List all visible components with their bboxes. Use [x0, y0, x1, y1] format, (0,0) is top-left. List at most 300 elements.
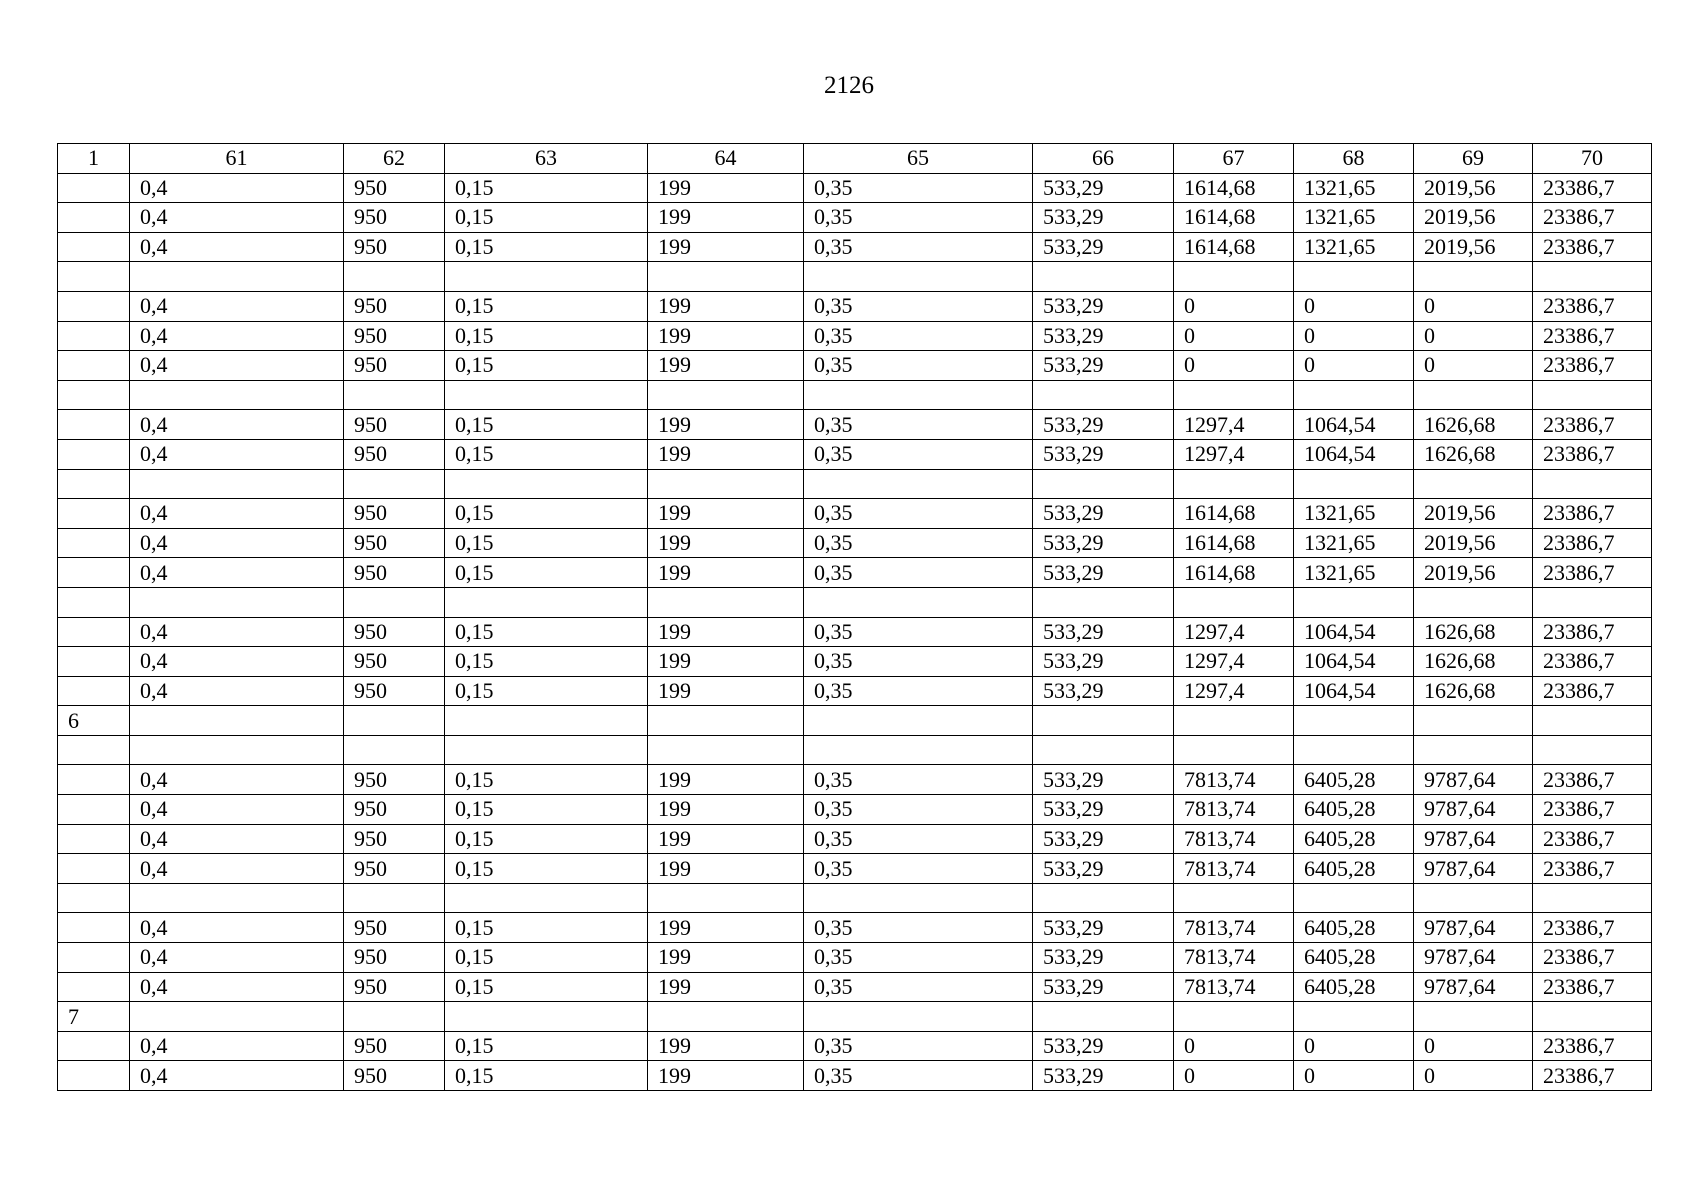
column-header: 69: [1414, 144, 1533, 174]
table-cell: 533,29: [1033, 854, 1174, 884]
table-cell: [1533, 587, 1652, 617]
table-cell: 199: [648, 824, 804, 854]
table-cell: [1033, 706, 1174, 736]
table-cell: 950: [344, 439, 445, 469]
table-cell: 23386,7: [1533, 647, 1652, 677]
table-cell: 23386,7: [1533, 528, 1652, 558]
table-cell: [1533, 1002, 1652, 1032]
table-cell: 0: [1414, 1031, 1533, 1061]
table-cell: 0,15: [445, 1031, 648, 1061]
table-cell: 1614,68: [1174, 558, 1294, 588]
table-cell: 0,4: [130, 410, 344, 440]
table-cell: [1414, 469, 1533, 499]
table-cell: [1174, 262, 1294, 292]
table-cell: 0,15: [445, 291, 648, 321]
table-cell: 23386,7: [1533, 232, 1652, 262]
table-cell: 1321,65: [1294, 528, 1414, 558]
table-cell: 23386,7: [1533, 765, 1652, 795]
table-cell: 533,29: [1033, 291, 1174, 321]
table-cell: 533,29: [1033, 173, 1174, 203]
table-cell: [58, 291, 130, 321]
table-cell: 533,29: [1033, 410, 1174, 440]
table-row: [58, 854, 1652, 884]
table-body: [58, 173, 1652, 1090]
table-cell: 0,35: [804, 824, 1033, 854]
table-cell: 0,35: [804, 410, 1033, 440]
table-cell: [648, 262, 804, 292]
table-row: [58, 1061, 1652, 1091]
table-cell: [1174, 735, 1294, 765]
table-cell: 0,35: [804, 291, 1033, 321]
table-cell: [58, 439, 130, 469]
table-row: [58, 647, 1652, 677]
table-cell: 0: [1174, 291, 1294, 321]
table-row: [58, 735, 1652, 765]
table-row: [58, 321, 1652, 351]
table-cell: 533,29: [1033, 321, 1174, 351]
table-cell: 2019,56: [1414, 203, 1533, 233]
table-cell: 0: [1174, 351, 1294, 381]
table-cell: [58, 528, 130, 558]
table-cell: 7813,74: [1174, 765, 1294, 795]
table-cell: [58, 913, 130, 943]
table-cell: 0,4: [130, 351, 344, 381]
table-cell: 199: [648, 558, 804, 588]
table-cell: [344, 706, 445, 736]
table-cell: [1294, 262, 1414, 292]
table-row: [58, 499, 1652, 529]
table-row: [58, 291, 1652, 321]
table-row: [58, 617, 1652, 647]
table-cell: 7813,74: [1174, 854, 1294, 884]
table-cell: 2019,56: [1414, 499, 1533, 529]
table-cell: [1033, 380, 1174, 410]
table-cell: [1033, 587, 1174, 617]
table-cell: 0,4: [130, 854, 344, 884]
table-cell: 1626,68: [1414, 647, 1533, 677]
table-cell: 533,29: [1033, 617, 1174, 647]
table-cell: 9787,64: [1414, 765, 1533, 795]
table-cell: 0: [1174, 1061, 1294, 1091]
table-cell: 0,15: [445, 351, 648, 381]
table-cell: [58, 232, 130, 262]
column-header: 61: [130, 144, 344, 174]
table-cell: [804, 735, 1033, 765]
table-cell: 0,15: [445, 765, 648, 795]
table-cell: 23386,7: [1533, 943, 1652, 973]
table-cell: [58, 647, 130, 677]
table-cell: 0,15: [445, 439, 648, 469]
table-cell: [58, 203, 130, 233]
table-cell: 533,29: [1033, 647, 1174, 677]
table-cell: 199: [648, 676, 804, 706]
table-row: [58, 351, 1652, 381]
column-header: 62: [344, 144, 445, 174]
table-row: [58, 410, 1652, 440]
column-header: 65: [804, 144, 1033, 174]
table-cell: [1533, 735, 1652, 765]
table-cell: [58, 351, 130, 381]
table-cell: [445, 262, 648, 292]
table-cell: 950: [344, 410, 445, 440]
table-cell: 199: [648, 854, 804, 884]
table-cell: 0,35: [804, 617, 1033, 647]
table-cell: 0,15: [445, 676, 648, 706]
table-cell: 0: [1294, 1031, 1414, 1061]
table-cell: 23386,7: [1533, 854, 1652, 884]
table-cell: 950: [344, 824, 445, 854]
table-cell: [1414, 706, 1533, 736]
table-cell: [1414, 380, 1533, 410]
table-cell: 950: [344, 943, 445, 973]
table-cell: 950: [344, 203, 445, 233]
table-cell: [58, 262, 130, 292]
table-cell: [344, 262, 445, 292]
table-cell: [58, 854, 130, 884]
table-cell: [1174, 380, 1294, 410]
column-header: 70: [1533, 144, 1652, 174]
table-cell: 533,29: [1033, 1031, 1174, 1061]
table-cell: 199: [648, 972, 804, 1002]
table-cell: [1174, 883, 1294, 913]
table-row: [58, 469, 1652, 499]
table-cell: 0,15: [445, 617, 648, 647]
table-cell: 0,35: [804, 558, 1033, 588]
table-cell: 533,29: [1033, 943, 1174, 973]
table-cell: 6405,28: [1294, 943, 1414, 973]
table-cell: 6405,28: [1294, 913, 1414, 943]
table-cell: 533,29: [1033, 528, 1174, 558]
table-cell: 7813,74: [1174, 795, 1294, 825]
table-cell: 0,4: [130, 943, 344, 973]
table-cell: 0,4: [130, 499, 344, 529]
table-cell: 950: [344, 676, 445, 706]
table-cell: [58, 943, 130, 973]
table-cell: 199: [648, 1061, 804, 1091]
table-cell: [58, 173, 130, 203]
table-cell: 0,15: [445, 913, 648, 943]
table-cell: 1064,54: [1294, 410, 1414, 440]
table-cell: 199: [648, 173, 804, 203]
table-cell: 9787,64: [1414, 854, 1533, 884]
table-cell: 0,35: [804, 1031, 1033, 1061]
column-header: 66: [1033, 144, 1174, 174]
table-cell: [58, 321, 130, 351]
table-cell: [58, 1061, 130, 1091]
table-cell: 533,29: [1033, 499, 1174, 529]
table-cell: 6405,28: [1294, 824, 1414, 854]
table-cell: 0,35: [804, 173, 1033, 203]
table-cell: [130, 706, 344, 736]
table-cell: 199: [648, 765, 804, 795]
table-cell: [344, 380, 445, 410]
table-cell: 1626,68: [1414, 676, 1533, 706]
table-cell: 0,15: [445, 647, 648, 677]
table-cell: [1033, 883, 1174, 913]
table-row: [58, 943, 1652, 973]
table-cell: [1294, 587, 1414, 617]
table-cell: 9787,64: [1414, 972, 1533, 1002]
table-cell: 533,29: [1033, 765, 1174, 795]
table-cell: [344, 883, 445, 913]
table-cell: 199: [648, 439, 804, 469]
table-cell: 1064,54: [1294, 439, 1414, 469]
table-cell: [1174, 1002, 1294, 1032]
table-cell: 0,15: [445, 173, 648, 203]
table-cell: 2019,56: [1414, 232, 1533, 262]
table-cell: 533,29: [1033, 913, 1174, 943]
table-cell: [1414, 587, 1533, 617]
table-cell: [58, 558, 130, 588]
table-cell: 7813,74: [1174, 824, 1294, 854]
table-cell: 199: [648, 943, 804, 973]
table-cell: 2019,56: [1414, 558, 1533, 588]
table-cell: 9787,64: [1414, 795, 1533, 825]
table-cell: [1033, 1002, 1174, 1032]
table-cell: 6405,28: [1294, 795, 1414, 825]
table-cell: 199: [648, 528, 804, 558]
table-cell: 0,4: [130, 558, 344, 588]
table-cell: [344, 587, 445, 617]
table-cell: 950: [344, 972, 445, 1002]
table-cell: [58, 883, 130, 913]
table-cell: [1294, 469, 1414, 499]
table-cell: 199: [648, 795, 804, 825]
table-cell: 950: [344, 173, 445, 203]
table-cell: 0,4: [130, 439, 344, 469]
table-cell: 950: [344, 291, 445, 321]
table-cell: 0,4: [130, 203, 344, 233]
table-cell: 23386,7: [1533, 676, 1652, 706]
table-row: [58, 262, 1652, 292]
table-cell: 0,4: [130, 795, 344, 825]
table-cell: [58, 410, 130, 440]
table-cell: 23386,7: [1533, 558, 1652, 588]
table-cell: 7813,74: [1174, 943, 1294, 973]
table-cell: 950: [344, 351, 445, 381]
table-row: [58, 765, 1652, 795]
table-row: [58, 380, 1652, 410]
table-cell: 0,4: [130, 765, 344, 795]
table-cell: [648, 706, 804, 736]
table-cell: 23386,7: [1533, 824, 1652, 854]
table-cell: 0,4: [130, 647, 344, 677]
table-row: [58, 1002, 1652, 1032]
table-row: [58, 232, 1652, 262]
table-cell: 1321,65: [1294, 558, 1414, 588]
table-cell: 950: [344, 913, 445, 943]
table-cell: [58, 735, 130, 765]
table-cell: 0: [1414, 351, 1533, 381]
table-cell: [58, 1031, 130, 1061]
table-cell: 0,4: [130, 617, 344, 647]
table-cell: [445, 587, 648, 617]
table-cell: [344, 735, 445, 765]
table-cell: 0,4: [130, 824, 344, 854]
table-cell: 1614,68: [1174, 173, 1294, 203]
table-cell: 23386,7: [1533, 972, 1652, 1002]
table-cell: 0,35: [804, 321, 1033, 351]
table-cell: [58, 676, 130, 706]
table-cell: [1533, 706, 1652, 736]
table-cell: 533,29: [1033, 972, 1174, 1002]
table-cell: 23386,7: [1533, 291, 1652, 321]
table-cell: [648, 587, 804, 617]
table-cell: [58, 824, 130, 854]
table-cell: 23386,7: [1533, 203, 1652, 233]
table-row: [58, 587, 1652, 617]
table-cell: [1533, 262, 1652, 292]
table-cell: [58, 587, 130, 617]
column-header: 1: [58, 144, 130, 174]
table-cell: 0,15: [445, 410, 648, 440]
table-cell: 2019,56: [1414, 528, 1533, 558]
table-cell: 0,35: [804, 854, 1033, 884]
table-cell: 1614,68: [1174, 528, 1294, 558]
table-cell: [58, 972, 130, 1002]
table-cell: 199: [648, 647, 804, 677]
table-cell: 7: [58, 1002, 130, 1032]
table-cell: 0,4: [130, 972, 344, 1002]
table-cell: [1294, 883, 1414, 913]
table-cell: [130, 1002, 344, 1032]
table-cell: 950: [344, 232, 445, 262]
table-cell: [1033, 469, 1174, 499]
table-cell: 0,35: [804, 943, 1033, 973]
table-row: [58, 972, 1652, 1002]
table-cell: 23386,7: [1533, 439, 1652, 469]
table-cell: [1414, 262, 1533, 292]
column-header: 64: [648, 144, 804, 174]
table-cell: [1414, 735, 1533, 765]
table-cell: 23386,7: [1533, 351, 1652, 381]
table-row: [58, 439, 1652, 469]
table-cell: 1626,68: [1414, 617, 1533, 647]
table-cell: 199: [648, 617, 804, 647]
table-cell: 1064,54: [1294, 676, 1414, 706]
table-cell: 0: [1414, 321, 1533, 351]
table-cell: 533,29: [1033, 439, 1174, 469]
table-cell: 0,4: [130, 676, 344, 706]
table-cell: 950: [344, 854, 445, 884]
table-cell: [648, 735, 804, 765]
table-cell: 0,4: [130, 528, 344, 558]
page-number: 2126: [824, 72, 874, 99]
table-cell: 0,15: [445, 972, 648, 1002]
table-row: [58, 883, 1652, 913]
table-cell: [648, 1002, 804, 1032]
table-cell: [58, 380, 130, 410]
table-cell: 0: [1174, 1031, 1294, 1061]
table-cell: 950: [344, 765, 445, 795]
table-cell: 0,35: [804, 439, 1033, 469]
table-row: [58, 558, 1652, 588]
table-cell: [58, 469, 130, 499]
table-cell: 533,29: [1033, 824, 1174, 854]
table-cell: 0,15: [445, 203, 648, 233]
table-cell: [1294, 706, 1414, 736]
table-cell: 1064,54: [1294, 617, 1414, 647]
table-cell: 9787,64: [1414, 824, 1533, 854]
table-cell: [58, 765, 130, 795]
table-cell: 0,4: [130, 1061, 344, 1091]
table-cell: [804, 706, 1033, 736]
table-cell: 1064,54: [1294, 647, 1414, 677]
table-cell: 23386,7: [1533, 173, 1652, 203]
table-cell: 533,29: [1033, 676, 1174, 706]
table-cell: [804, 883, 1033, 913]
table-cell: 533,29: [1033, 351, 1174, 381]
table-cell: [445, 380, 648, 410]
table-cell: 6: [58, 706, 130, 736]
table-cell: 0: [1294, 291, 1414, 321]
table-cell: 1297,4: [1174, 676, 1294, 706]
table-cell: 23386,7: [1533, 913, 1652, 943]
table-cell: 950: [344, 1031, 445, 1061]
table-cell: [1533, 469, 1652, 499]
table-cell: 0,4: [130, 321, 344, 351]
table-cell: 1297,4: [1174, 617, 1294, 647]
table-cell: 0,15: [445, 854, 648, 884]
table-cell: [804, 469, 1033, 499]
table-cell: 6405,28: [1294, 765, 1414, 795]
table-cell: 0,15: [445, 824, 648, 854]
table-cell: 0,4: [130, 232, 344, 262]
table-cell: [1174, 469, 1294, 499]
table-cell: [1294, 380, 1414, 410]
table-cell: 23386,7: [1533, 617, 1652, 647]
table-cell: [130, 587, 344, 617]
table-cell: [130, 380, 344, 410]
table-cell: 0: [1174, 321, 1294, 351]
table-cell: 199: [648, 291, 804, 321]
table-cell: 0,15: [445, 558, 648, 588]
table-row: [58, 173, 1652, 203]
table-cell: 199: [648, 913, 804, 943]
table-cell: [445, 706, 648, 736]
table-cell: 1297,4: [1174, 439, 1294, 469]
table-cell: 199: [648, 321, 804, 351]
table-row: [58, 795, 1652, 825]
table-cell: 533,29: [1033, 203, 1174, 233]
table-cell: [804, 587, 1033, 617]
table-cell: 6405,28: [1294, 854, 1414, 884]
table-row: [58, 706, 1652, 736]
table-cell: [130, 262, 344, 292]
table-cell: 23386,7: [1533, 795, 1652, 825]
table-cell: 0,35: [804, 676, 1033, 706]
table-cell: 533,29: [1033, 232, 1174, 262]
table-row: [58, 1031, 1652, 1061]
table-cell: [1174, 706, 1294, 736]
table-cell: [804, 380, 1033, 410]
table-cell: [130, 735, 344, 765]
table-cell: 950: [344, 617, 445, 647]
data-table: [57, 143, 1652, 1091]
table-cell: 0: [1294, 321, 1414, 351]
table-cell: 7813,74: [1174, 972, 1294, 1002]
table-cell: [1414, 1002, 1533, 1032]
table-cell: [445, 883, 648, 913]
table-cell: 7813,74: [1174, 913, 1294, 943]
table-row: [58, 676, 1652, 706]
table-row: [58, 913, 1652, 943]
table-cell: 1626,68: [1414, 439, 1533, 469]
table-cell: 199: [648, 410, 804, 440]
table-cell: [648, 883, 804, 913]
table-cell: 0,35: [804, 351, 1033, 381]
table-cell: 0: [1294, 351, 1414, 381]
